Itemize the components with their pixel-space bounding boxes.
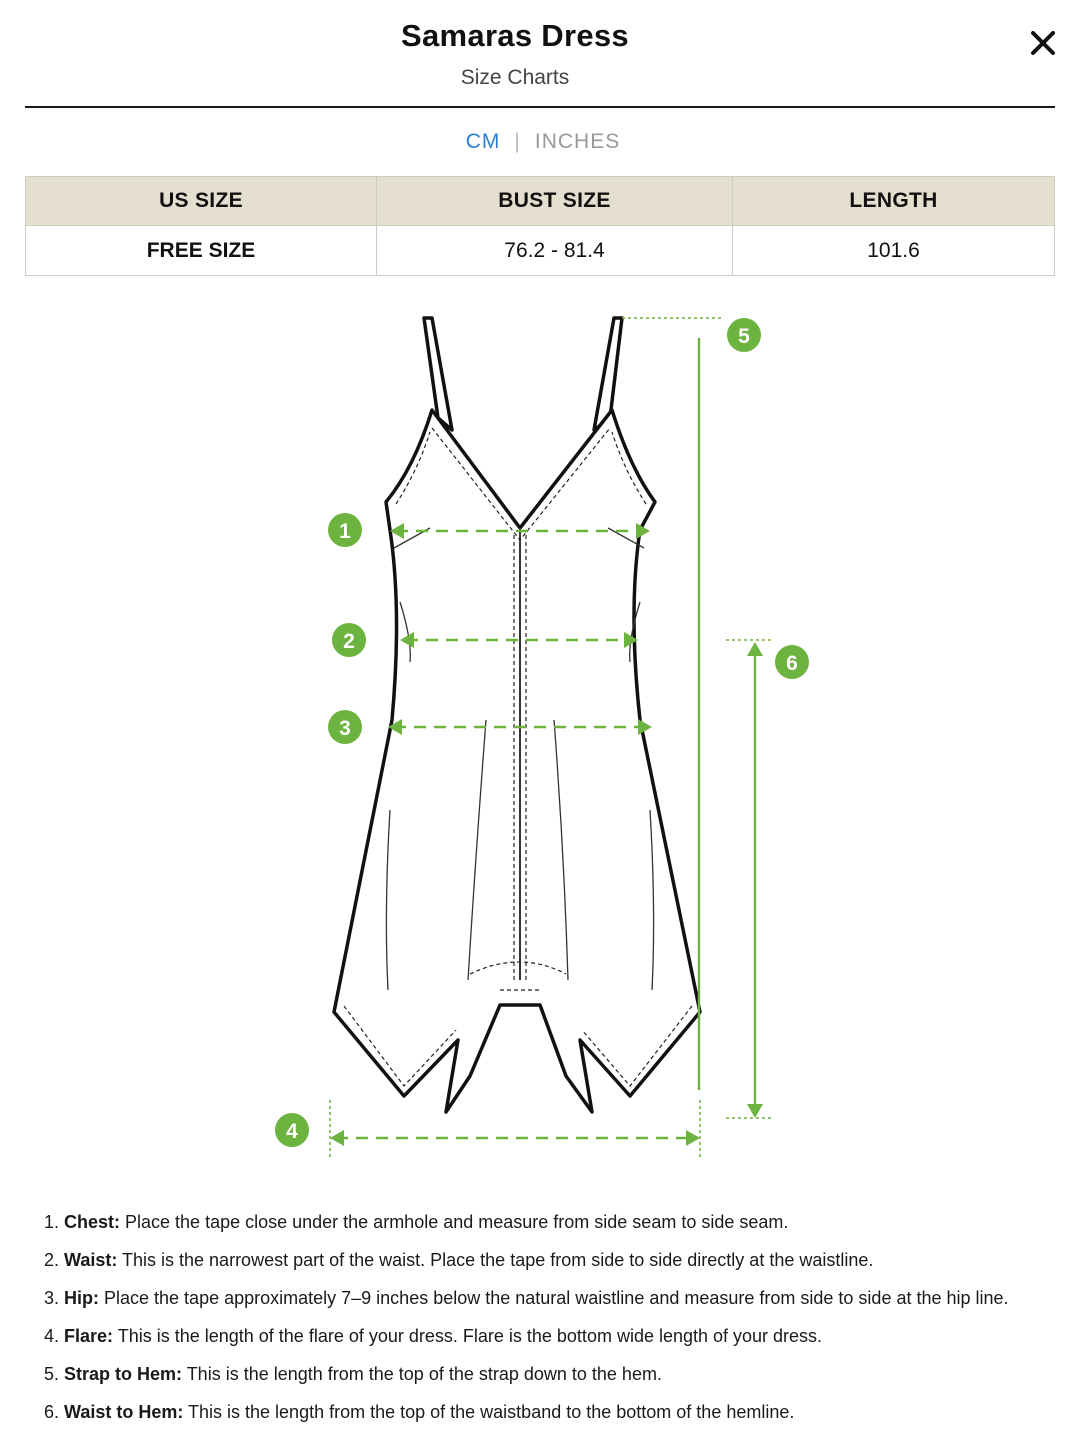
note-label: Hip: — [64, 1288, 99, 1308]
dress-measurement-diagram — [0, 290, 1086, 1190]
note-waist — [64, 1241, 1086, 1279]
note-text: This is the length of the flare of your dress. Flare is the bottom wide length of your dress. — [113, 1326, 823, 1346]
note-hip — [64, 1279, 1086, 1317]
note-text: This is the narrowest part of the waist. Place the tape from side to side directly at the waistline. — [117, 1250, 874, 1270]
header-divider — [25, 106, 1055, 108]
table-row — [26, 226, 1055, 276]
note-text: Place the tape close under the armhole and measure from side seam to side seam. — [120, 1212, 789, 1232]
page-subtitle: Size Charts — [460, 66, 570, 89]
note-waist-to-hem — [64, 1393, 1086, 1431]
note-label: Waist to Hem: — [64, 1402, 184, 1422]
note-chest — [64, 1203, 1086, 1241]
note-strap-to-hem — [64, 1355, 1086, 1393]
note-text: This is the length from the top of the strap down to the hem. — [182, 1364, 662, 1384]
svg-text:1: 1 — [339, 520, 351, 543]
note-text: This is the length from the top of the waistband to the bottom of the hemline. — [183, 1402, 795, 1422]
cell-length: 101.6 — [733, 226, 1055, 276]
marker-1 — [328, 513, 362, 547]
note-label: Strap to Hem: — [64, 1364, 183, 1384]
unit-separator: | — [514, 130, 521, 153]
svg-text:5: 5 — [738, 325, 750, 348]
unit-toggle — [0, 130, 1086, 154]
svg-text:6: 6 — [786, 652, 798, 675]
dress-outline — [334, 318, 700, 1112]
marker-2 — [332, 623, 366, 657]
marker-3 — [328, 710, 362, 744]
page-title: Samaras Dress — [401, 18, 629, 53]
note-label: Flare: — [64, 1326, 114, 1346]
unit-inches-tab[interactable]: INCHES — [534, 130, 621, 153]
column-header-us-size: US SIZE — [26, 177, 377, 226]
note-label: Chest: — [64, 1212, 121, 1232]
marker-6 — [775, 645, 809, 679]
unit-cm-tab[interactable]: CM — [465, 130, 501, 153]
cell-us-size: FREE SIZE — [26, 226, 377, 276]
cell-bust-size: 76.2 - 81.4 — [377, 226, 733, 276]
svg-text:3: 3 — [339, 717, 351, 740]
close-icon[interactable] — [1024, 24, 1062, 62]
measurement-notes — [40, 1203, 1086, 1431]
note-flare — [64, 1317, 1086, 1355]
marker-5 — [727, 318, 761, 352]
size-table — [25, 176, 1055, 276]
modal-header — [0, 0, 1086, 108]
table-header-row — [26, 177, 1055, 226]
svg-text:4: 4 — [286, 1120, 298, 1143]
marker-4 — [275, 1113, 309, 1147]
svg-text:2: 2 — [343, 630, 355, 653]
column-header-bust-size: BUST SIZE — [377, 177, 733, 226]
column-header-length: LENGTH — [733, 177, 1055, 226]
note-label: Waist: — [64, 1250, 118, 1270]
note-text: Place the tape approximately 7–9 inches below the natural waistline and measure from side to side at the hip line. — [99, 1288, 1009, 1308]
